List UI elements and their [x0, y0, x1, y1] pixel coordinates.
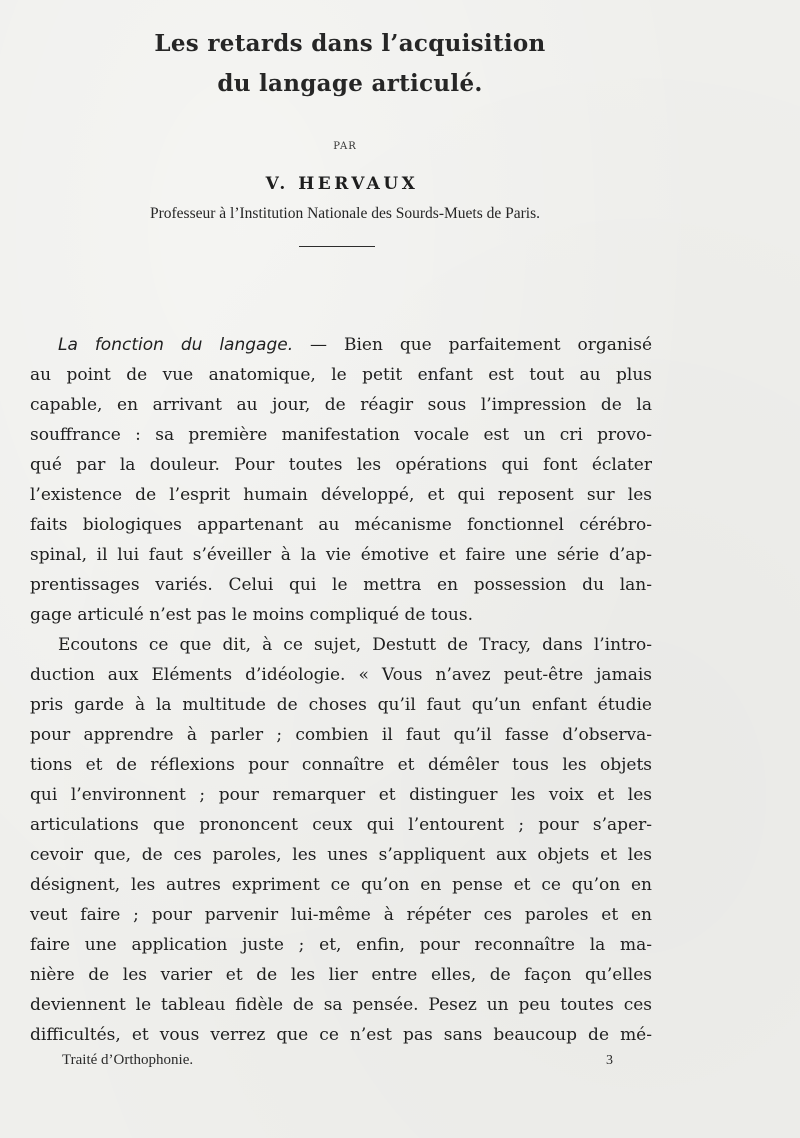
by-label: PAR	[333, 141, 357, 152]
body-line: faits biologiques appartenant au mécanisme fonctionnel cérébro-	[30, 515, 652, 535]
article-title-line-2: du langage articulé.	[217, 70, 483, 97]
section-dash: —	[293, 335, 344, 355]
body-line: deviennent le tableau fidèle de sa pensée. Pesez un peu toutes ces	[30, 995, 652, 1015]
body-line	[58, 330, 652, 360]
body-line: duction aux Eléments d’idéologie. « Vous n’avez peut-être jamais	[30, 665, 652, 685]
body-line: faire une application juste ; et, enfin, pour reconnaître la ma-	[30, 935, 652, 955]
page-number: 3	[606, 1053, 613, 1068]
body-line: l’existence de l’esprit humain développé, et qui reposent sur les	[30, 485, 652, 505]
body-line: qui l’environnent ; pour remarquer et distinguer les voix et les	[30, 785, 652, 805]
body-line: spinal, il lui faut s’éveiller à la vie émotive et faire une série d’ap-	[30, 545, 652, 565]
book-title-footer: Traité d’Orthophonie.	[62, 1052, 194, 1068]
body-line: capable, en arrivant au jour, de réagir sous l’impression de la	[30, 395, 652, 415]
body-line: souffrance : sa première manifestation vocale est un cri provo-	[30, 425, 652, 445]
body-line: veut faire ; pour parvenir lui-même à répéter ces paroles et en	[30, 905, 652, 925]
body-line-text: Bien que parfaitement organisé	[343, 335, 653, 355]
body-line: cevoir que, de ces paroles, les unes s’appliquent aux objets et les	[30, 845, 652, 865]
body-line: gage articulé n’est pas le moins compliqué de tous.	[30, 605, 473, 625]
author-name: V. HERVAUX	[265, 174, 419, 194]
body-line: qué par la douleur. Pour toutes les opérations qui font éclater	[30, 455, 652, 475]
body-line: difficultés, et vous verrez que ce n’est pas sans beaucoup de mé-	[30, 1025, 652, 1045]
section-heading: La fonction du langage.	[58, 335, 294, 355]
body-line: au point de vue anatomique, le petit enfant est tout au plus	[30, 365, 652, 385]
body-line: pris garde à la multitude de choses qu’il faut qu’un enfant étudie	[30, 695, 652, 715]
article-title-line-1: Les retards dans l’acquisition	[154, 30, 546, 57]
body-line: tions et de réflexions pour connaître et démêler tous les objets	[30, 755, 652, 775]
body-line: pour apprendre à parler ; combien il faut qu’il fasse d’observa-	[30, 725, 652, 745]
body-line: articulations que prononcent ceux qui l’entourent ; pour s’aper-	[30, 815, 652, 835]
body-line: désignent, les autres expriment ce qu’on en pense et ce qu’on en	[30, 875, 652, 895]
author-affiliation: Professeur à l’Institution Nationale des Sourds-Muets de Paris.	[149, 205, 541, 222]
body-line: nière de les varier et de les lier entre elles, de façon qu’elles	[30, 965, 652, 985]
body-line: Ecoutons ce que dit, à ce sujet, Destutt de Tracy, dans l’intro-	[58, 635, 652, 655]
body-line: prentissages variés. Celui qui le mettra en possession du lan-	[30, 575, 652, 595]
